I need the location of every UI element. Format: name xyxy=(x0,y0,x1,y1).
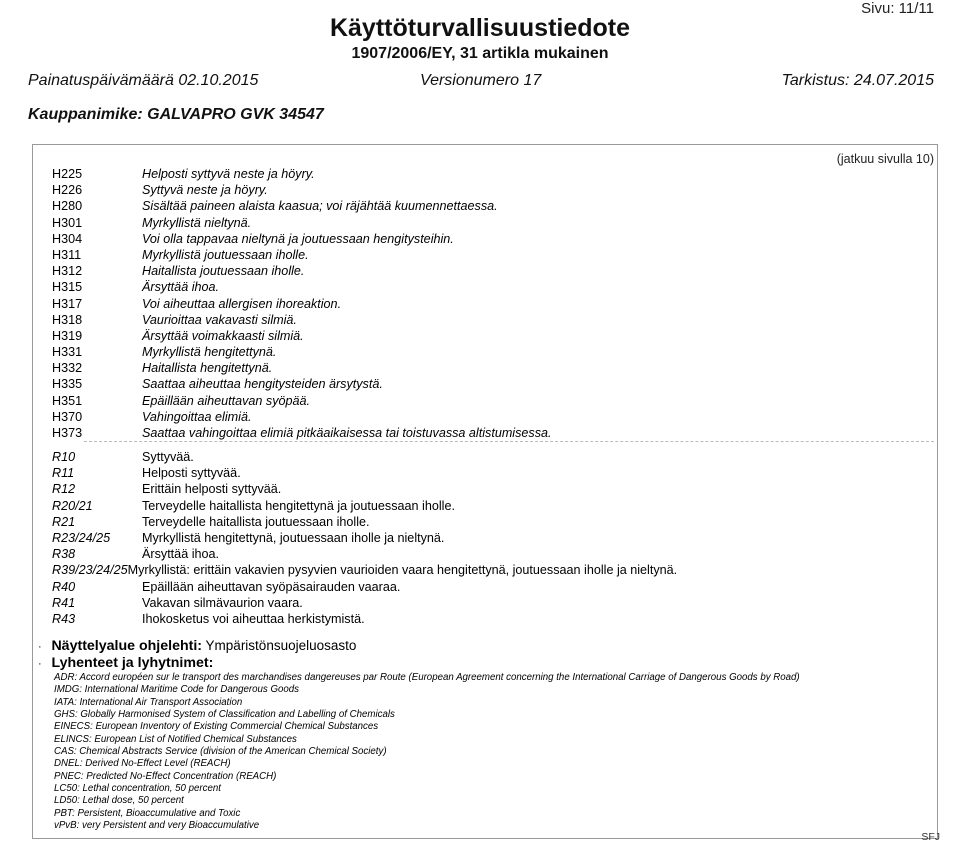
statement-code: R21 xyxy=(52,514,76,529)
statement-text: Vakavan silmävaurion vaara. xyxy=(142,595,303,610)
list-item xyxy=(52,498,677,514)
list-item xyxy=(52,344,552,360)
h-statement-list xyxy=(52,166,552,441)
topic-section xyxy=(38,638,356,654)
list-item xyxy=(52,376,552,392)
statement-code: H351 xyxy=(52,393,83,408)
list-item xyxy=(52,198,552,214)
print-date: Painatuspäivämäärä 02.10.2015 xyxy=(28,72,259,89)
statement-code: R23/24/25 xyxy=(52,530,111,545)
list-item xyxy=(52,360,552,376)
abbreviation-item: DNEL: Derived No-Effect Level (REACH) xyxy=(54,758,231,770)
list-item xyxy=(52,279,552,295)
list-item xyxy=(52,393,552,409)
statement-text: Ärsyttää voimakkaasti silmiä. xyxy=(142,328,304,343)
list-item xyxy=(52,247,552,263)
statement-text: Saattaa aiheuttaa hengitysteiden ärsytystä. xyxy=(142,377,383,392)
page-number: Sivu: 11/11 xyxy=(861,0,934,17)
list-item xyxy=(52,312,552,328)
product-name: Kauppanimike: GALVAPRO GVK 34547 xyxy=(28,106,324,123)
statement-code: R41 xyxy=(52,595,76,610)
list-item xyxy=(52,449,677,465)
topic-value: Ympäristönsuojeluosasto xyxy=(205,638,357,653)
statement-code: H315 xyxy=(52,280,83,295)
continued-note: (jatkuu sivulla 10) xyxy=(836,152,934,166)
statement-text: Haitallista hengitettynä. xyxy=(142,361,273,376)
statement-text: Voi aiheuttaa allergisen ihoreaktion. xyxy=(142,296,342,311)
statement-code: H317 xyxy=(52,296,83,311)
abbreviation-item: EINECS: European Inventory of Existing Commercial Chemical Substances xyxy=(54,721,379,733)
statement-code: H280 xyxy=(52,199,83,214)
list-item xyxy=(52,328,552,344)
abbreviation-item: PBT: Persistent, Bioaccumulative and Toxic xyxy=(54,807,241,819)
abbreviations-label: Lyhenteet ja lyhytnimet: xyxy=(51,655,214,671)
review-date: Tarkistus: 24.07.2015 xyxy=(781,72,934,89)
topic-label: Näyttelyalue ohjelehti: xyxy=(51,638,203,654)
statement-code: R38 xyxy=(52,547,76,562)
statement-text: Voi olla tappavaa nieltynä ja joutuessaan hengitysteihin. xyxy=(142,231,454,246)
statement-text: Syttyvä neste ja höyry. xyxy=(142,183,268,198)
statement-code: H301 xyxy=(52,215,83,230)
list-item xyxy=(52,425,552,441)
statement-code: R20/21 xyxy=(52,498,93,513)
dotted-divider xyxy=(84,441,934,442)
abbreviation-item: ADR: Accord européen sur le transport des marchandises dangereuses par Route (European Agreement concerning the International Carriage of Dangerous Goods by Road) xyxy=(54,672,800,683)
statement-code: H373 xyxy=(52,426,83,440)
list-item xyxy=(52,546,677,562)
abbreviation-item: vPvB: very Persistent and very Bioaccumulative xyxy=(54,820,260,832)
statement-text: Myrkyllistä joutuessaan iholle. xyxy=(142,247,309,262)
abbreviation-item: IATA: International Air Transport Association xyxy=(54,696,243,708)
statement-code: H331 xyxy=(52,345,83,360)
list-item xyxy=(52,562,677,578)
statement-text: Helposti syttyvä neste ja höyry. xyxy=(142,167,315,181)
statement-text: Ihokosketus voi aiheuttaa herkistymistä. xyxy=(142,611,365,626)
statement-code: R40 xyxy=(52,579,76,594)
abbreviation-item: LC50: Lethal concentration, 50 percent xyxy=(54,783,221,795)
document-subtitle: 1907/2006/EY, 31 artikla mukainen xyxy=(351,45,609,62)
abbreviation-item: ELINCS: European List of Notified Chemical Substances xyxy=(54,733,297,745)
statement-text: Myrkyllistä hengitettynä. xyxy=(142,345,277,360)
list-item xyxy=(52,263,552,279)
statement-text: Myrkyllistä: erittäin vakavien pysyvien vaurioiden vaara hengitettynä, joutuessaan iholle ja nieltynä. xyxy=(127,563,678,578)
list-item xyxy=(52,215,552,231)
statement-text: Ärsyttää ihoa. xyxy=(142,280,220,295)
list-item xyxy=(52,166,552,182)
statement-text: Sisältää paineen alaista kaasua; voi räjähtää kuumennettaessa. xyxy=(142,199,498,214)
list-item xyxy=(52,465,677,481)
statement-text: Myrkyllistä hengitettynä, joutuessaan iholle ja nieltynä. xyxy=(142,530,445,545)
statement-code: H226 xyxy=(52,183,83,198)
abbreviation-list xyxy=(54,672,800,832)
statement-text: Helposti syttyvää. xyxy=(142,466,241,481)
statement-text: Myrkyllistä nieltynä. xyxy=(142,215,252,230)
list-item xyxy=(52,579,677,595)
statement-text: Haitallista joutuessaan iholle. xyxy=(142,264,305,279)
statement-code: H370 xyxy=(52,409,83,424)
list-item xyxy=(52,182,552,198)
statement-code: H318 xyxy=(52,312,83,327)
statement-text: Saattaa vahingoittaa elimiä pitkäaikaisessa tai toistuvassa altistumisessa. xyxy=(142,426,552,440)
statement-text: Ärsyttää ihoa. xyxy=(142,547,220,562)
list-item xyxy=(52,595,677,611)
footer-mark: SFJ xyxy=(921,831,940,843)
statement-text: Syttyvää. xyxy=(142,450,194,464)
statement-text: Erittäin helposti syttyvää. xyxy=(142,482,282,497)
version-number: Versionumero 17 xyxy=(420,72,542,89)
r-phrase-list xyxy=(52,449,677,627)
statement-text: Epäillään aiheuttavan syöpää. xyxy=(142,393,311,408)
statement-text: Vaurioittaa vakavasti silmiä. xyxy=(142,312,297,327)
statement-code: H332 xyxy=(52,361,83,376)
statement-code: R43 xyxy=(52,611,76,626)
abbreviation-item: PNEC: Predicted No-Effect Concentration (REACH) xyxy=(54,770,277,782)
list-item xyxy=(52,530,677,546)
bullet: · xyxy=(38,658,42,670)
statement-text: Epäillään aiheuttavan syöpäsairauden vaaraa. xyxy=(142,579,401,594)
statement-code: H311 xyxy=(52,247,82,262)
statement-code: R12 xyxy=(52,482,76,497)
document-title: Käyttöturvallisuustiedote xyxy=(329,14,631,42)
statement-code: H225 xyxy=(52,167,83,181)
statement-code: R39/23/24/25 xyxy=(52,563,128,578)
abbreviations-section xyxy=(38,655,213,671)
abbreviation-item: LD50: Lethal dose, 50 percent xyxy=(54,795,184,807)
abbreviation-item: IMDG: International Maritime Code for Dangerous Goods xyxy=(54,684,299,696)
statement-code: H319 xyxy=(52,328,83,343)
statement-text: Terveydelle haitallista joutuessaan iholle. xyxy=(142,514,370,529)
statement-text: Terveydelle haitallista hengitettynä ja joutuessaan iholle. xyxy=(142,498,455,513)
abbreviation-item: CAS: Chemical Abstracts Service (division of the American Chemical Society) xyxy=(54,746,387,758)
abbreviation-item: GHS: Globally Harmonised System of Classification and Labelling of Chemicals xyxy=(54,709,395,721)
statement-text: Vahingoittaa elimiä. xyxy=(142,409,252,424)
list-item xyxy=(52,611,677,627)
list-item xyxy=(52,296,552,312)
list-item xyxy=(52,481,677,497)
bullet: · xyxy=(38,641,42,653)
list-item xyxy=(52,231,552,247)
statement-code: R11 xyxy=(52,466,75,481)
statement-code: H335 xyxy=(52,377,83,392)
list-item xyxy=(52,409,552,425)
list-item xyxy=(52,514,677,530)
statement-code: H312 xyxy=(52,264,83,279)
statement-code: H304 xyxy=(52,231,83,246)
statement-code: R10 xyxy=(52,450,76,464)
